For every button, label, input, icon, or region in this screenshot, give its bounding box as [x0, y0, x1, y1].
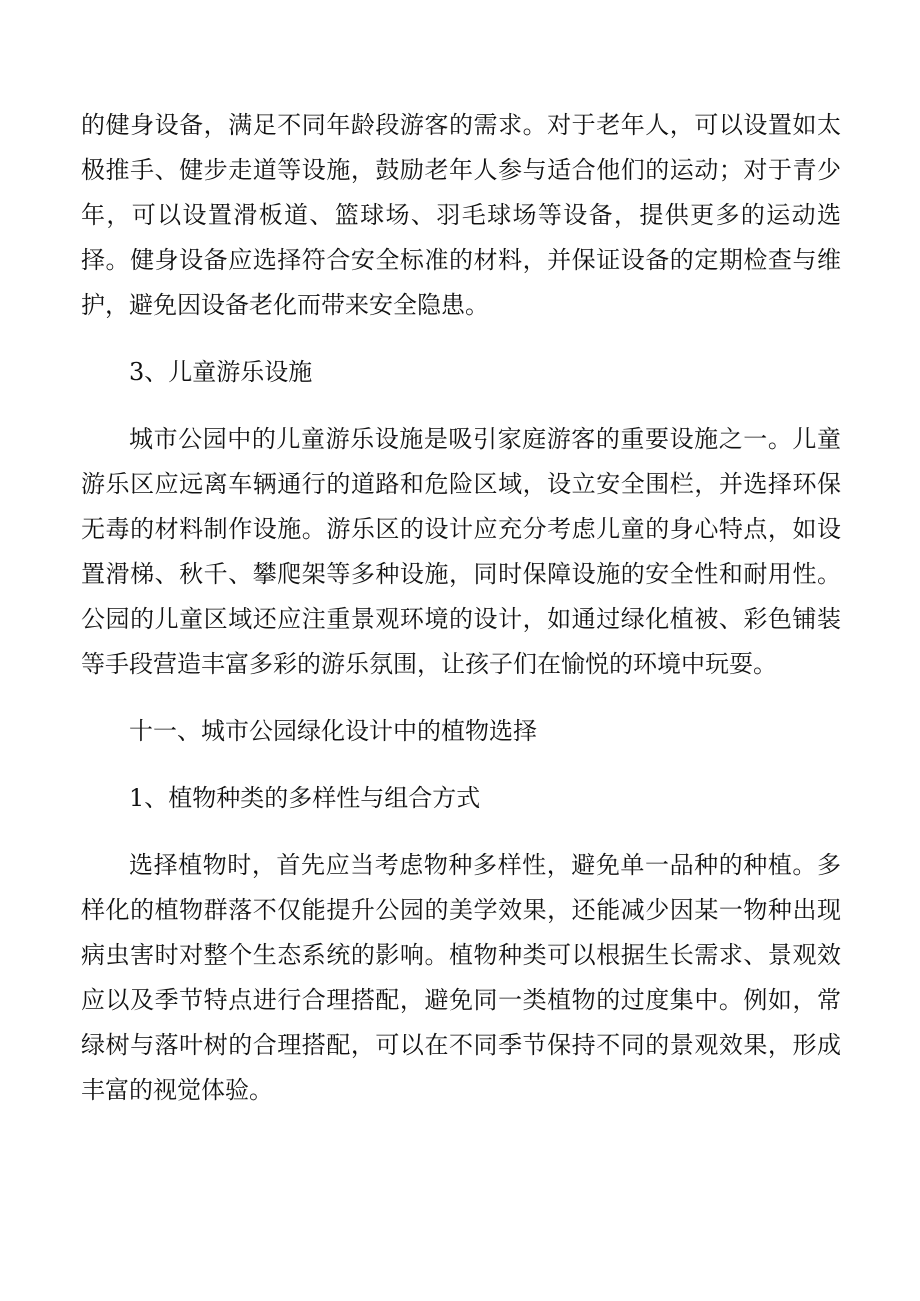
continuation-paragraph: 的健身设备，满足不同年龄段游客的需求。对于老年人，可以设置如太极推手、健步走道等设施，鼓励老年人参与适合他们的运动；对于青少年，可以设置滑板道、篮球场、羽毛球场等设备，提供更多的运动选择。健身设备应选择符合安全标准的材料，并保证设备的定期检查与维护，避免因设备老化而带来安全隐患。	[81, 111, 841, 319]
children-play-facilities-paragraph: 城市公园中的儿童游乐设施是吸引家庭游客的重要设施之一。儿童游乐区应远离车辆通行的道路和危险区域，设立安全围栏，并选择环保无毒的材料制作设施。游乐区的设计应充分考虑儿童的身心特点，如设置滑梯、秋千、攀爬架等多种设施，同时保障设施的安全性和耐用性。公园的儿童区域还应注重景观环境的设计，如通过绿化植被、彩色铺装等手段营造丰富多彩的游乐氛围，让孩子们在愉悦的环境中玩耍。	[81, 425, 841, 678]
chapter-heading-plant-selection: 十一、城市公园绿化设计中的植物选择	[129, 717, 537, 745]
document-body	[81, 103, 841, 1113]
section-heading-children-play-facilities: 3、儿童游乐设施	[129, 358, 313, 386]
subsection-heading-plant-diversity: 1、植物种类的多样性与组合方式	[129, 784, 481, 812]
plant-diversity-paragraph: 选择植物时，首先应当考虑物种多样性，避免单一品种的种植。多样化的植物群落不仅能提升公园的美学效果，还能减少因某一物种出现病虫害时对整个生态系统的影响。植物种类可以根据生长需求、景观效应以及季节特点进行合理搭配，避免同一类植物的过度集中。例如，常绿树与落叶树的合理搭配，可以在不同季节保持不同的景观效果，形成丰富的视觉体验。	[81, 851, 841, 1104]
